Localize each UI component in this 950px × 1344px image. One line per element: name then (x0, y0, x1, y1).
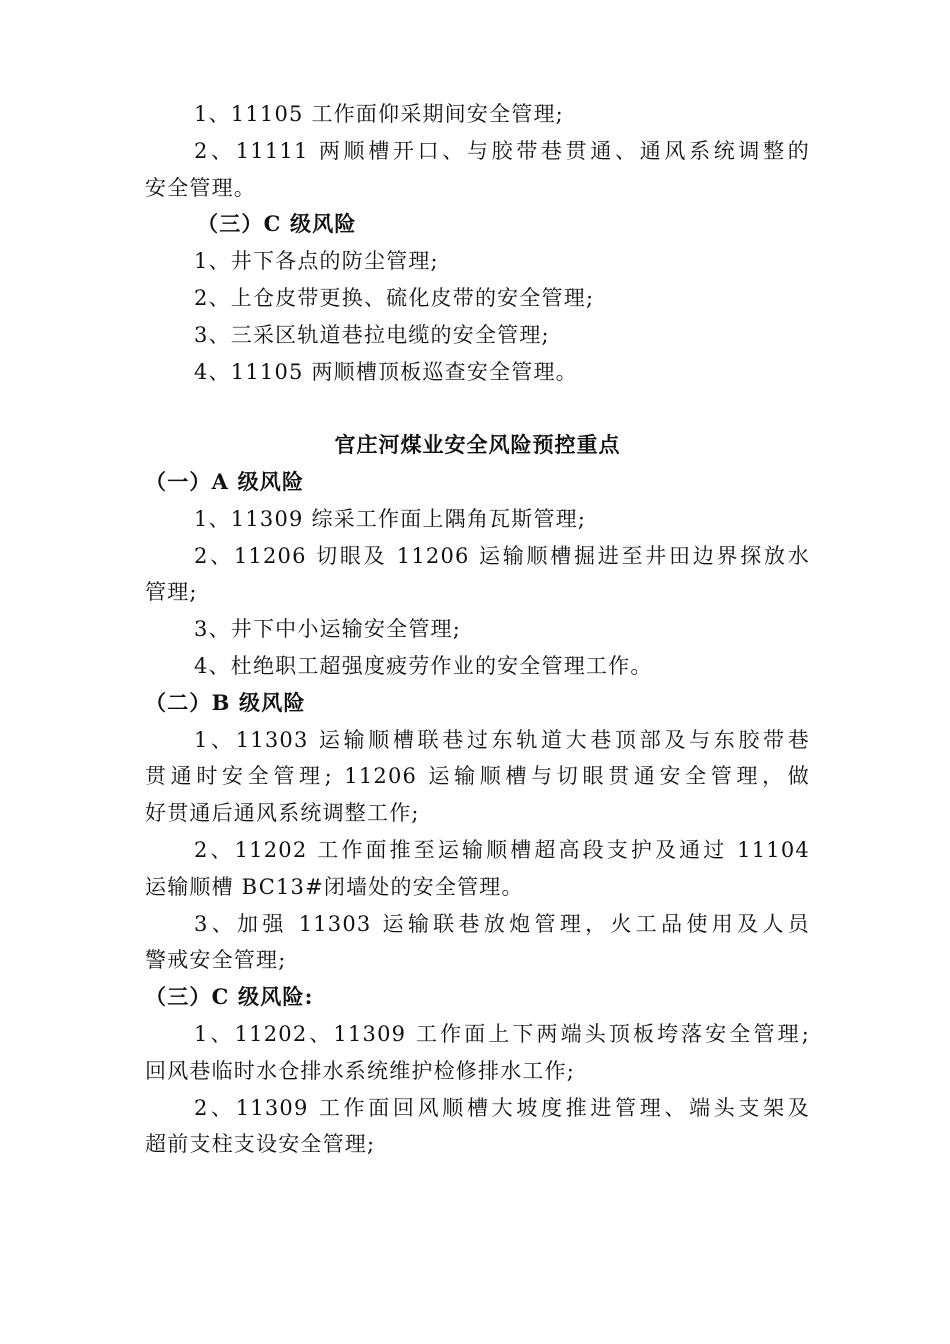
c2-risk-heading: （三）C 级风险: (145, 984, 314, 1010)
a-risk-item-1: 1、11309 综采工作面上隅角瓦斯管理; (194, 506, 587, 531)
a-risk-heading: （一）A 级风险 (145, 468, 305, 494)
b-risk-heading: （二）B 级风险 (145, 689, 306, 715)
a-risk-item-3: 3、井下中小运输安全管理; (194, 617, 462, 642)
b2-risk-item-3-cont: 警戒安全管理; (145, 948, 287, 973)
c2-risk-item-1: 1、11202、11309 工作面上下两端头顶板垮落安全管理; (194, 1021, 810, 1046)
b-risk-item-2: 2、11111 两顺槽开口、与胶带巷贯通、通风系统调整的 (194, 138, 810, 163)
a-risk-item-2-cont: 管理; (145, 580, 198, 605)
c2-risk-item-2-cont: 超前支柱支设安全管理; (145, 1132, 376, 1157)
c-risk-item-3: 3、三采区轨道巷拉电缆的安全管理; (194, 322, 550, 347)
b2-risk-item-2: 2、11202 工作面推至运输顺槽超高段支护及通过 11104 (194, 837, 810, 862)
a-risk-item-2: 2、11206 切眼及 11206 运输顺槽掘进至井田边界探放水 (194, 543, 810, 568)
c2-risk-item-1-cont: 回风巷临时水仓排水系统维护检修排水工作; (145, 1058, 576, 1083)
b-risk-item-2-cont: 安全管理。 (145, 175, 256, 200)
document-page (145, 96, 810, 1163)
b2-risk-item-2-cont: 运输顺槽 BC13#闭墙处的安全管理。 (145, 874, 524, 899)
a-risk-item-4: 4、杜绝职工超强度疲劳作业的安全管理工作。 (194, 653, 653, 678)
section-spacer (145, 390, 810, 427)
b2-risk-item-1-cont: 贯通时安全管理; 11206 运输顺槽与切眼贯通安全管理，做 (145, 764, 810, 789)
c2-risk-item-2: 2、11309 工作面回风顺槽大坡度推进管理、端头支架及 (194, 1095, 810, 1120)
b2-risk-item-1-cont2: 好贯通后通风系统调整工作; (145, 801, 420, 826)
c-risk-heading: （三）C 级风险 (197, 211, 357, 237)
b-risk-item-1: 1、11105 工作面仰采期间安全管理; (194, 102, 564, 126)
b2-risk-item-3: 3、加强 11303 运输联巷放炮管理，火工品使用及人员 (194, 911, 810, 936)
b2-risk-item-1: 1、11303 运输顺槽联巷过东轨道大巷顶部及与东胶带巷 (194, 727, 810, 752)
section-title: 官庄河煤业安全风险预控重点 (334, 432, 621, 458)
c-risk-item-4: 4、11105 两顺槽顶板巡查安全管理。 (194, 359, 578, 384)
c-risk-item-1: 1、井下各点的防尘管理; (194, 249, 439, 274)
c-risk-item-2: 2、上仓皮带更换、硫化皮带的安全管理; (194, 285, 595, 310)
